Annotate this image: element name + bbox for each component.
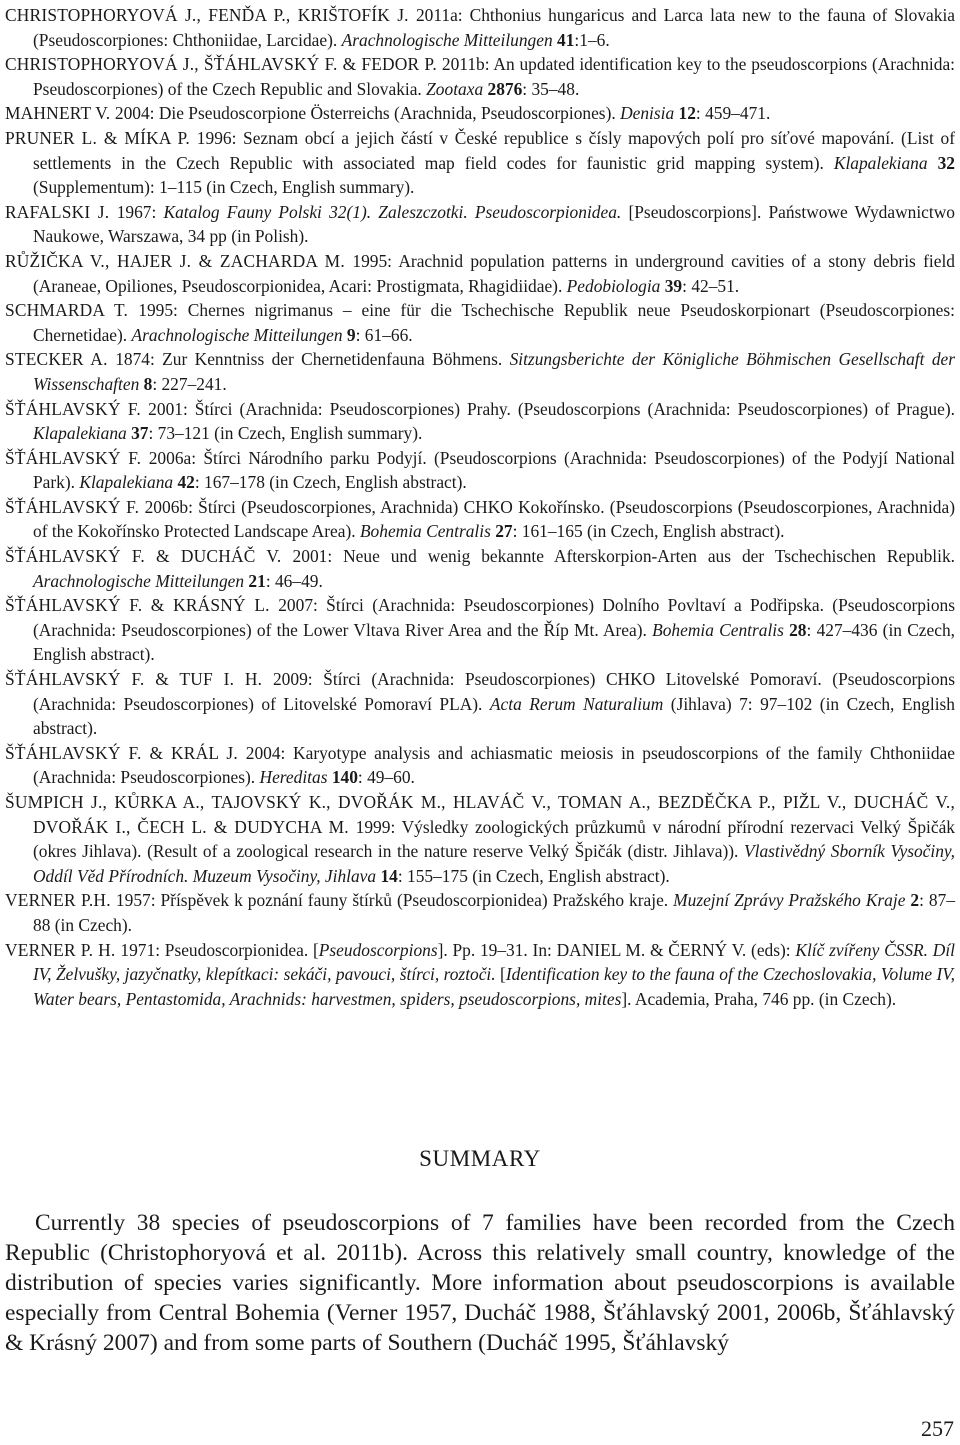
ref-authors: ŠUMPICH J., KŮRKA A., TAJOVSKÝ K., DVOŘÁK M., HLAVÁČ V., TOMAN A., BEZDĚČKA P., PIŽL V., DUCHÁČ V., DVOŘÁK I., ČECH L. & DUDYCHA M. — [5, 792, 955, 837]
ref-pages: : 161–165 (in Czech, English abstract). — [512, 521, 785, 542]
ref-volume: 27 — [490, 521, 513, 542]
ref-authors: RŮŽIČKA V., HAJER J. & ZACHARDA M. — [5, 250, 353, 271]
ref-journal: Klapalekiana — [833, 152, 928, 173]
ref-pages: (Jihlava) 7: 97–102 (in Czech, English abstract). — [33, 693, 955, 739]
ref-journal: Arachnologische Mitteilungen — [131, 324, 343, 345]
ref-volume: 140 — [327, 767, 358, 788]
ref-journal: Pseudoscorpions — [318, 939, 438, 960]
ref-journal: Arachnologische Mitteilungen — [341, 29, 553, 50]
ref-pages: : 227–241. — [152, 373, 227, 394]
ref-tail: ]. Academia, Praha, 746 pp. (in Czech). — [621, 988, 897, 1009]
summary-paragraph: Currently 38 species of pseudoscorpions of 7 families have been recorded from the Czech Republic (Christophoryová et al. 2011b). Across this relatively small country, knowledge of the distribution of species varies significantly. More information about pseudoscorpions is available especially from Central Bohemia (Verner 1957, Ducháč 1988, Šťáhlavský 2001, 2006b, Šťáhlavský & Krásný 2007) and from some parts of Southern (Ducháč 1995, Šťáhlavský — [5, 1210, 955, 1356]
ref-pages: [Pseudoscorpions]. Państwowe Wydawnictwo Naukowe, Warszawa, 34 pp (in Polish). — [33, 201, 955, 247]
ref-text: 2009: Štírci (Arachnida: Pseudoscorpiones) CHKO Litovelské Pomoraví. (Pseudoscorpions (Arachnida: Pseudoscorpiones) of Litovelské Pomoraví PLA). — [33, 669, 955, 714]
page-number: 257 — [921, 1416, 954, 1441]
ref-text: 1967: — [116, 201, 164, 222]
ref-text: 2006b: Štírci (Pseudoscorpiones, Arachnida) CHKO Kokořínsko. (Pseudoscorpions (Pseudoscorpiones, Arachnida) of the Kokořínsko Protected Landscape Area). — [33, 496, 955, 542]
ref-pages: : 42–51. — [682, 275, 740, 296]
ref-volume: 8 — [139, 373, 153, 394]
ref-volume: 37 — [126, 423, 149, 444]
ref-journal: Vlastivědný Sborník Vysočiny, Oddíl Věd Přírodních. Muzeum Vysočiny, Jihlava — [33, 841, 956, 886]
ref-text: 1999: Výsledky zoologických průzkumů v národní přírodní rezervaci Velký Špičák (okres Jihlava). (Result of a zoological research in the nature reserve Velký Špičák (distr. Jihlava)). — [33, 816, 955, 862]
ref-text: 1996: Seznam obcí a jejich částí v České republice s čísly mapových polí pro síťové mapování. (List of settlements in the Czech Republic with associated map field codes for faunistic grid mapping system). — [33, 127, 955, 173]
ref-text: 1957: Příspěvek k poznání fauny štírků (Pseudoscorpionidea) Pražského kraje. — [115, 890, 674, 911]
reference-entry — [5, 52, 955, 101]
ref-authors: ŠŤÁHLAVSKÝ F. & DUCHÁČ V. — [5, 546, 293, 567]
ref-pages: : 73–121 (in Czech, English summary). — [148, 423, 423, 444]
ref-authors: ŠŤÁHLAVSKÝ F. & KRÁL J. — [5, 742, 246, 763]
ref-text: 2001: Štírci (Arachnida: Pseudoscorpiones) Prahy. (Pseudoscorpions (Arachnida: Pseudoscorpiones) of Prague). — [148, 398, 955, 419]
reference-entry — [5, 397, 955, 446]
ref-volume: 41 — [552, 29, 575, 50]
ref-text: 2001: Neue und wenig bekannte Afterskorpion-Arten aus der Tschechischen Republik. — [292, 546, 955, 567]
reference-list — [5, 3, 955, 1011]
ref-authors: SCHMARDA T. — [5, 300, 139, 321]
ref-authors: ŠŤÁHLAVSKÝ F. & KRÁSNÝ L. — [5, 595, 279, 616]
ref-volume: 12 — [674, 103, 696, 124]
ref-text: 1971: Pseudoscorpionidea. [ — [120, 939, 319, 960]
ref-authors: PRUNER L. & MÍKA P. — [5, 127, 197, 148]
ref-journal: Zootaxa — [426, 78, 484, 99]
ref-journal: Acta Rerum Naturalium — [489, 693, 664, 714]
ref-text: 1874: Zur Kenntniss der Chernetidenfauna Böhmens. — [115, 349, 510, 370]
ref-pages: : 61–66. — [355, 324, 413, 345]
reference-entry — [5, 888, 955, 937]
reference-entry — [5, 3, 955, 52]
ref-journal: Arachnologische Mitteilungen — [33, 570, 245, 591]
summary-heading: SUMMARY — [419, 1146, 541, 1171]
ref-journal: Pedobiologia — [566, 275, 661, 296]
ref-volume: 28 — [783, 619, 807, 640]
ref-pages: : 459–471. — [695, 103, 771, 124]
ref-authors: CHRISTOPHORYOVÁ J., FENĎA P., KRIŠTOFÍK J. — [5, 5, 416, 25]
ref-authors: CHRISTOPHORYOVÁ J., ŠŤÁHLAVSKÝ F. & FEDOR P. — [5, 54, 442, 75]
ref-pages: : 167–178 (in Czech, English abstract). — [194, 472, 467, 493]
ref-authors: ŠŤÁHLAVSKÝ F. — [5, 496, 145, 517]
ref-journal: Muzejní Zprávy Pražského Kraje — [673, 890, 906, 911]
reference-entry — [5, 544, 955, 593]
ref-journal: Denisia — [620, 103, 675, 124]
reference-entry — [5, 790, 955, 888]
ref-book-title: Klíč zvířeny ČSSR. Díl IV, Želvušky, jazyčnatky, klepítkaci: sekáči, pavouci, štírci, roztoči. — [33, 939, 956, 985]
reference-entry — [5, 938, 955, 1012]
ref-authors: ŠŤÁHLAVSKÝ F. — [5, 447, 149, 468]
ref-text: 1995: Chernes nigrimanus – eine für die Tschechische Republik neue Pseudoskorpionart (Pseudoscorpiones: Chernetidae). — [33, 300, 955, 345]
ref-journal: Klapalekiana — [33, 423, 127, 444]
ref-text: 2011b: An updated identification key to the pseudoscorpions (Arachnida: Pseudoscorpiones) of the Czech Republic and Slovakia. — [33, 54, 955, 99]
ref-journal: Hereditas — [259, 767, 328, 788]
ref-journal: Bohemia Centralis — [359, 521, 491, 542]
ref-text: [ — [495, 964, 506, 985]
reference-entry — [5, 741, 955, 790]
ref-volume: 14 — [376, 865, 398, 886]
ref-authors: ŠŤÁHLAVSKÝ F. — [5, 398, 149, 419]
ref-book-title-translation: Identification key to the fauna of the Czechoslovakia, Volume IV, Water bears, Pentastomida, Arachnids: harvestmen, spiders, pseudoscorpions, mites — [33, 964, 955, 1009]
ref-volume: 42 — [173, 472, 195, 493]
reference-entry — [5, 126, 955, 200]
ref-volume: 9 — [342, 324, 356, 345]
ref-volume: 39 — [660, 275, 683, 296]
reference-entry — [5, 667, 955, 741]
ref-pages: :1–6. — [574, 29, 610, 50]
ref-journal: Klapalekiana — [79, 472, 174, 493]
ref-pages: : 87–88 (in Czech). — [33, 890, 956, 935]
ref-authors: VERNER P. H. — [5, 939, 121, 960]
reference-entry — [5, 249, 955, 298]
ref-text: 2004: Die Pseudoscorpione Österreichs (Arachnida, Pseudoscorpiones). — [114, 103, 621, 124]
reference-entry — [5, 200, 955, 249]
reference-entry — [5, 446, 955, 495]
reference-entry — [5, 101, 955, 126]
ref-text: 2007: Štírci (Arachnida: Pseudoscorpiones) Dolního Povltaví a Podřipska. (Pseudoscorpions (Arachnida: Pseudoscorpiones) of the Lower Vltava River Area and the Říp Mt. Area). — [33, 595, 955, 640]
ref-text: 1995: Arachnid population patterns in underground cavities of a stony debris field (Araneae, Opiliones, Pseudoscorpionidea, Acari: Prostigmata, Rhagidiidae). — [33, 250, 955, 296]
ref-text: 2011a: Chthonius hungaricus and Larca lata new to the fauna of Slovakia (Pseudoscorpiones: Chthoniidae, Larcidae). — [33, 5, 955, 50]
ref-authors: ŠŤÁHLAVSKÝ F. & TUF I. H. — [5, 669, 273, 690]
reference-entry — [5, 593, 955, 667]
ref-text: 2006a: Štírci Národního parku Podyjí. (Pseudoscorpions (Arachnida: Pseudoscorpiones) of the Podyjí National Park). — [33, 447, 955, 493]
reference-entry — [5, 347, 955, 396]
ref-journal: Katalog Fauny Polski 32(1). Zaleszczotki. Pseudoscorpionidea. — [163, 201, 622, 222]
ref-authors: RAFALSKI J. — [5, 201, 117, 222]
ref-pages: (Supplementum): 1–115 (in Czech, English summary). — [33, 177, 415, 198]
reference-entry — [5, 495, 955, 544]
ref-pages: ]. Pp. 19–31. In: DANIEL M. & ČERNÝ V. (eds): — [437, 939, 796, 960]
ref-text: 2004: Karyotype analysis and achiasmatic meiosis in pseudoscorpions of the family Chthoniidae (Arachnida: Pseudoscorpiones). — [33, 742, 955, 788]
ref-authors: VERNER P.H. — [5, 890, 116, 911]
ref-authors: STECKER A. — [5, 349, 116, 370]
ref-pages: : 35–48. — [522, 78, 580, 99]
ref-pages: : 49–60. — [357, 767, 415, 788]
ref-pages: : 427–436 (in Czech, English abstract). — [33, 619, 956, 665]
reference-entry — [5, 298, 955, 347]
ref-volume: 21 — [244, 570, 266, 591]
ref-journal: Bohemia Centralis — [652, 619, 784, 640]
ref-authors: MAHNERT V. — [5, 103, 115, 124]
ref-volume: 2876 — [483, 78, 523, 99]
ref-pages: : 155–175 (in Czech, English abstract). — [397, 865, 670, 886]
ref-journal: Sitzungsberichte der Königliche Böhmischen Gesellschaft der Wissenschaften — [33, 349, 956, 394]
ref-pages: : 46–49. — [265, 570, 323, 591]
ref-volume: 2 — [905, 890, 920, 911]
ref-volume: 32 — [927, 152, 955, 173]
